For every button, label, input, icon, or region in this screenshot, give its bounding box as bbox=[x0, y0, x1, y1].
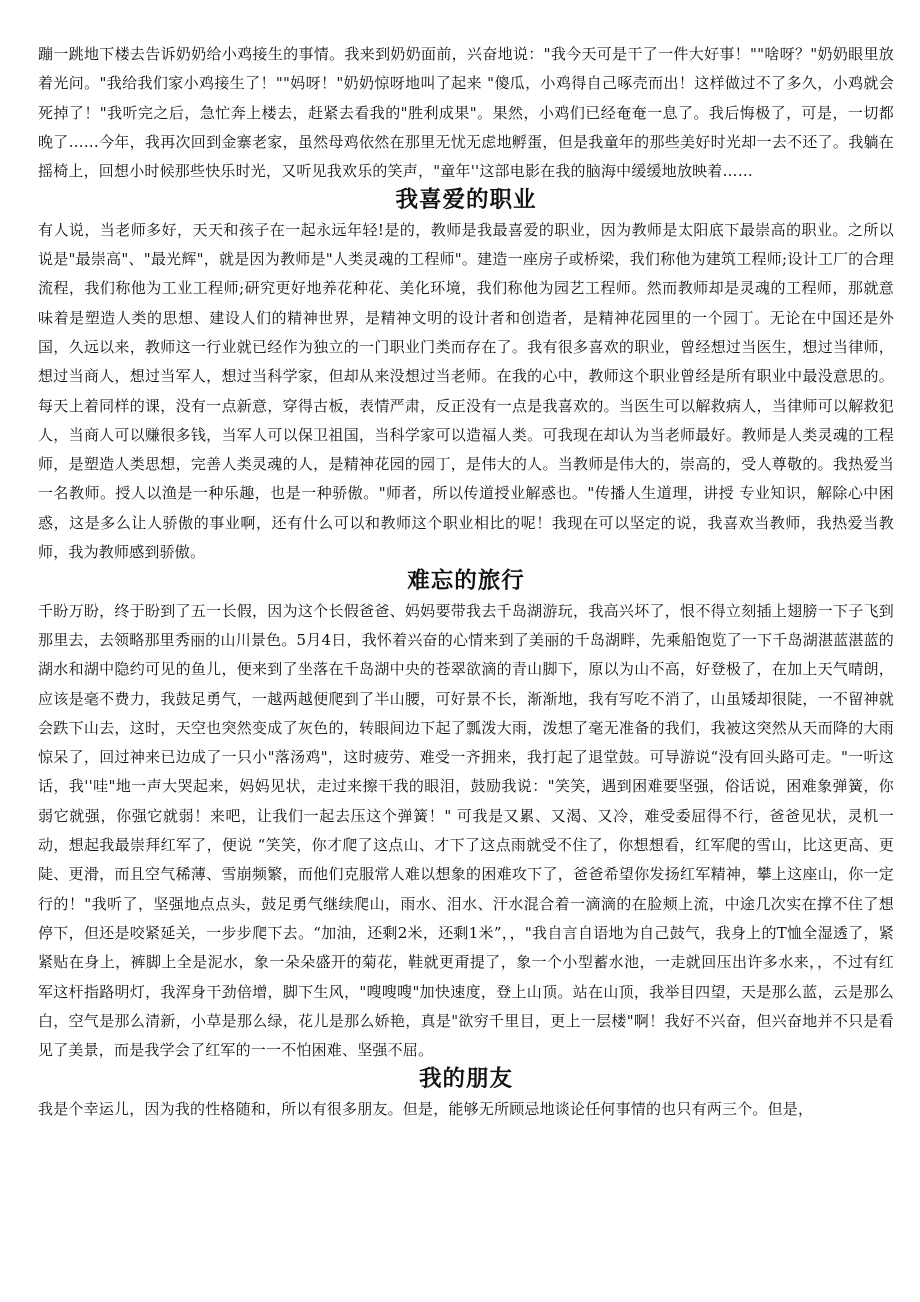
intro-paragraph: 蹦一跳地下楼去告诉奶奶给小鸡接生的事情。我来到奶奶面前，兴奋地说："我今天可是干了一件大好事！""啥呀？"奶奶眼里放着光问。"我给我们家小鸡接生了！""妈呀！"奶奶惊呀地叫了起来 "傻瓜，小鸡得自己啄壳而出！这样做过不了多久，小鸡就会死掉了！"我听完之后，急忙奔上楼去，赶紧去看我的"胜利成果"。果然，小鸡们已经奄奄一息了。我后悔极了，可是，一切都晚了……今年，我再次回到金寨老家，虽然母鸡依然在那里无忧无虑地孵蛋，但是我童年的那些美好时光却一去不还了。我躺在摇椅上，回想小时候那些快乐时光，又听见我欢乐的笑声，"童年''这部电影在我的脑海中缓缓地放映着…… bbox=[38, 45, 894, 181]
section-title-my-friend: 我的朋友 bbox=[418, 1066, 513, 1093]
section-title-memorable-trip: 难忘的旅行 bbox=[407, 568, 525, 595]
section-title-favorite-job: 我喜爱的职业 bbox=[395, 187, 537, 214]
document-page bbox=[38, 40, 894, 1124]
section-body-favorite-job: 有人说，当老师多好，天天和孩子在一起永远年轻!是的，教师是我最喜爱的职业，因为教师是太阳底下最崇高的职业。之所以说是"最崇高"、"最光辉"，就是因为教师是"人类灵魂的工程师"。建造一座房子或桥梁，我们称他为建筑工程师;设计工厂的合理流程，我们称他为工业工程师;研究更好地养花种花、美化环境，我们称他为园艺工程师。然而教师却是灵魂的工程师，那就意味着是塑造人类的思想、建设人们的精神世界，是精神文明的设计者和创造者，是精神花园里的一个园丁。无论在中国还是外国，久远以来，教师这一行业就已经作为独立的一门职业门类而存在了。我有很多喜欢的职业，曾经想过当医生，想过当律师，想过当商人，想过当军人，想过当科学家，但却从来没想过当老师。在我的心中，教师这个职业曾经是所有职业中最没意思的。每天上着同样的课，没有一点新意，穿得古板，表情严肃，反正没有一点是我喜欢的。当医生可以解救病人，当律师可以解救犯人，当商人可以赚很多钱，当军人可以保卫祖国，当科学家可以造福人类。可我现在却认为当老师最好。教师是人类灵魂的工程师，是塑造人类思想，完善人类灵魂的人，是精神花园的园丁，是伟大的人。当教师是伟大的，崇高的，受人尊敬的。我热爱当一名教师。授人以渔是一种乐趣，也是一种骄傲。"师者，所以传道授业解惑也。"传播人生道理，讲授 专业知识，解除心中困惑，这是多么让人骄傲的事业啊，还有什么可以和教师这个职业相比的呢！我现在可以坚定的说，我喜欢当教师，我热爱当教师，我为教师感到骄傲。 bbox=[38, 220, 894, 562]
section-body-my-friend: 我是个幸运儿，因为我的性格随和，所以有很多朋友。但是，能够无所顾忌地谈论任何事情的也只有两三个。但是， bbox=[38, 1099, 814, 1118]
section-body-memorable-trip: 千盼万盼，终于盼到了五一长假，因为这个长假爸爸、妈妈要带我去千岛湖游玩，我高兴坏了，恨不得立刻插上翅膀一下子飞到那里去，去领略那里秀丽的山川景色。5月4日，我怀着兴奋的心情来到了美丽的千岛湖畔，先乘船饱览了一下千岛湖湛蓝湛蓝的湖水和湖中隐约可见的鱼儿，便来到了坐落在千岛湖中央的苍翠欲滴的青山脚下，原以为山不高，好登极了，在加上天气晴朗，应该是毫不费力，我鼓足勇气，一越两越便爬到了半山腰，可好景不长，渐渐地，我有写吃不消了，山虽矮却很陡，一不留神就会跌下山去，这时，天空也突然变成了灰色的，转眼间边下起了瓢泼大雨，泼想了毫无准备的我们，我被这突然从天而降的大雨惊呆了，回过神来已边成了一只小"落汤鸡"，这时疲劳、难受一齐拥来，我打起了退堂鼓。可导游说“没有回头路可走。"一听这话，我''哇"地一声大哭起来，妈妈见状，走过来擦干我的眼泪，鼓励我说："笑笑，遇到困难要坚强，俗话说，困难象弹簧，你弱它就强，你强它就弱！来吧，让我们一起去压这个弹簧！" 可我是又累、又渴、又冷，难受委屈得不行，爸爸见状，灵机一动，想起我最崇拜红军了，便说 “笑笑，你才爬了这点山、才下了这点雨就受不住了，你想想看，红军爬的雪山，比这更高、更陡、更滑，而且空气稀薄、雪崩频繁，而他们克服常人难以想象的困难攻下了，爸爸希望你发扬红军精神，攀上这座山，你一定行的！"我听了，坚强地点点头，鼓足勇气继续爬山，雨水、泪水、汗水混合着一滴滴的在脸颊上流，中途几次实在撑不住了想停下，但还是咬紧延关，一步步爬下去。“加油，还剩2米，还剩1米”，，"我自言自语地为自己鼓气，我身上的T恤全湿透了，紧紧贴在身上，裤脚上全是泥水，象一朵朵盛开的菊花，鞋就更甭提了，象一个小型蓄水池，一走就回压出许多水来，，不过有红军这杆指路明灯，我浑身干劲倍增，脚下生风，"嗖嗖嗖"加快速度，登上山顶。站在山顶，我举目四望，天是那么蓝，云是那么白，空气是那么清新，小草是那么绿，花儿是那么娇艳，真是"欲穷千里目，更上一层楼"啊！我好不兴奋，但兴奋地并不只是看见了美景，而是我学会了红军的一一不怕困难、坚强不屈。 bbox=[38, 601, 894, 1060]
